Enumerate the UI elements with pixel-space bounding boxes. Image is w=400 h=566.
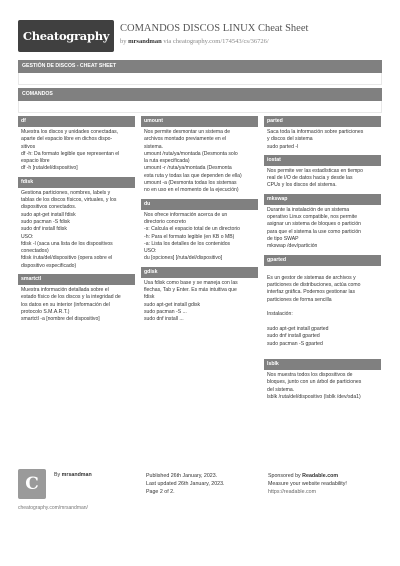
section-line: sistema. [144, 143, 163, 150]
section-line: Nos permite desmontar un sistema de [144, 129, 231, 135]
section-line: fdisk -l (saca una lista de los dispositivos [21, 240, 113, 247]
section-mkswap-box [264, 194, 381, 251]
footer-sponsor [268, 472, 347, 496]
section-fdisk-box [18, 177, 135, 270]
page-number: Page 2 of 2. [146, 489, 175, 495]
section-body [264, 370, 381, 401]
section-line: lsblk /ruta/del/dispositivo (lsblk /dev/sda1) [267, 394, 361, 401]
section-line: CPUs y los discos del sistema. [267, 182, 337, 189]
section-gparted-box [264, 255, 381, 356]
section-line: smartctl -a [nombre del dispositivo] [21, 316, 100, 323]
section-line: conectados) [21, 248, 49, 255]
section-line: Nos permite ver las estadísticas en tiempo [267, 167, 363, 174]
section-line: los datos en su interior (información del [21, 301, 110, 308]
section-line: -a: Lista los detalles de los contenidos [144, 240, 231, 247]
page-header [18, 20, 382, 54]
section-title: df [18, 116, 135, 127]
section-line: particiones de distribuciones, actúa como [267, 282, 361, 289]
section-line: Muestra los discos y unidades conectadas, [21, 129, 119, 135]
section-line: interfaz gráfica. Podemos gestionar las [267, 289, 356, 296]
section-line: tablas de los discos físicos, virtuales, y los [21, 197, 117, 204]
section-line: fdisk [144, 294, 155, 301]
section-line: esta ruta y todas las que dependen de ella) [144, 172, 242, 179]
updated-date: Last updated 26th January, 2023. [146, 481, 225, 487]
section-banner: COMANDOS [18, 88, 382, 101]
footer-author [54, 472, 92, 478]
avatar-letter: C [25, 474, 39, 494]
section-title: iostat [264, 155, 381, 166]
section-line: sudo apt-get install gparted [267, 325, 329, 332]
section-line: df -h: Da formato legible que representan el [21, 150, 120, 157]
section-line: Es un gestor de sistemas de archivos y [267, 274, 356, 281]
section-line: sudo dnf install fdisk [21, 226, 67, 233]
section-line [264, 268, 381, 275]
section-line: sudo apt-get install gdisk [144, 301, 201, 308]
sponsor-url[interactable]: https://readable.com [268, 489, 316, 495]
section-line: aparte del espacio libre en dichos dispo- [21, 136, 113, 143]
section-line: sudo dnf install gparted [267, 333, 320, 340]
section-line: du [opciones] [/ruta/del/dispositivo] [144, 255, 223, 262]
section-title: umount [141, 116, 258, 127]
section-line: sudo apt-get install fdisk [21, 211, 76, 218]
sponsor-prefix: Sponsored by [268, 473, 301, 479]
page-subtitle [120, 38, 269, 45]
section-line: flechas, Tab y Enter. Es más intuitiva que [144, 287, 237, 294]
section-lsblk-box [264, 359, 381, 401]
published-date: Published 26th January, 2023. [146, 473, 218, 479]
section-title: mkswap [264, 194, 381, 205]
section-body [264, 166, 381, 190]
section-line: mkswap /dev/partición [267, 243, 318, 250]
section-line: estado físico de los discos y la integridad de [21, 294, 121, 301]
section-line: umount -r /ruta/ya/montada (Desmonta [144, 165, 232, 172]
cheatography-logo[interactable] [18, 20, 114, 52]
section-line [264, 348, 381, 355]
section-line: sudo pacman -S fdisk [21, 218, 70, 225]
section-line: archivos montado previamente en el [144, 136, 227, 143]
section-body [18, 188, 135, 270]
section-line [264, 304, 381, 311]
section-line: USO: [144, 248, 157, 255]
section-line [264, 319, 381, 326]
section-line: protocolo S.M.A.R.T.) [21, 308, 70, 315]
column-left [18, 116, 135, 328]
section-du-box [141, 199, 258, 263]
section-line: sudo pacman -S gparted [267, 340, 323, 347]
section-line: Nos muestra todos los dispositivos de [267, 372, 353, 379]
section-line: -h: Para el formato legible (en KB o MB) [144, 233, 235, 240]
section-title: lsblk [264, 359, 381, 370]
author-url[interactable]: cheatography.com/mrsandman/ [18, 505, 88, 511]
section-body [18, 285, 135, 323]
section-line: Muestra información detallada sobre el [21, 287, 109, 294]
section-title: gparted [264, 255, 381, 266]
sponsor-text: Measure your website readability! [268, 481, 347, 487]
section-line: -s: Calcula el espacio total de un directorio [144, 226, 240, 233]
section-body [264, 127, 381, 151]
author-link[interactable]: mrsandman [128, 38, 162, 45]
page-footer [18, 465, 382, 515]
footer-dates [146, 472, 225, 496]
sheet-url[interactable]: cheatography.com/174543/cs/36726/ [172, 38, 269, 45]
section-line: la ruta especificada) [144, 158, 190, 165]
section-line: Durante la instalación de un sistema [267, 206, 350, 213]
section-line: particiones de forma sencilla [267, 296, 332, 303]
section-line: asignar un sistema de bloques o partición [267, 221, 362, 228]
section-line: sudo pacman -S ... [144, 308, 187, 315]
section-title: smartctl [18, 274, 135, 285]
section-line: sudo dnf install ... [144, 316, 184, 323]
section-line: de tipo SWAP [267, 235, 299, 242]
column-right [264, 116, 381, 405]
banner-spacer [18, 73, 382, 85]
section-line: directorio concreto [144, 218, 186, 225]
by-label: By [54, 472, 61, 478]
footer-author-link[interactable]: mrsandman [61, 472, 92, 478]
section-line: umount -a (Desmonta todas los sistemas [144, 180, 237, 187]
section-line: Gestiona particiones, nombres, labels y [21, 189, 111, 196]
by-label: by [120, 38, 127, 45]
section-line: Nos ofrece información acerca de un [144, 211, 228, 218]
section-line: sitivos [21, 143, 36, 150]
section-body [264, 205, 381, 251]
section-line: Instalación: [267, 311, 293, 318]
column-middle [141, 116, 258, 328]
section-line: bloques, junto con un árbol de particiones [267, 379, 362, 386]
section-line: para que el sistema la use como partición [267, 228, 362, 235]
page-title: COMANDOS DISCOS LINUX Cheat Sheet [120, 23, 309, 34]
section-body [141, 210, 258, 263]
section-spacer [18, 101, 382, 113]
section-df-box [18, 116, 135, 173]
section-line: operativo Linux compatible, nos permite [267, 214, 358, 221]
section-line: no en uso en el momento de la ejecución) [144, 187, 239, 194]
main-banner: GESTIÓN DE DISCOS - CHEAT SHEET [18, 60, 382, 73]
logo-text: Cheatography [22, 29, 110, 43]
section-iostat-box [264, 155, 381, 190]
section-line: USO: [21, 233, 34, 240]
section-line: dispositivo especificado) [21, 262, 77, 269]
section-title: gdisk [141, 267, 258, 278]
section-umount-box [141, 116, 258, 195]
section-line: y discos del sistema [267, 136, 313, 143]
sponsor-link[interactable]: Readable.com [302, 473, 339, 479]
section-line: espacio libre [21, 158, 50, 165]
section-parted-box [264, 116, 381, 151]
section-line: sudo parted -l [267, 143, 299, 150]
section-body [141, 278, 258, 324]
section-line: fdisk /ruta/del/dispositivo (opera sobre el [21, 255, 113, 262]
section-gdisk-box [141, 267, 258, 324]
section-smartctl-box [18, 274, 135, 323]
section-title: parted [264, 116, 381, 127]
section-title: du [141, 199, 258, 210]
section-body [264, 266, 381, 356]
via-label: via [163, 38, 172, 45]
section-body [18, 127, 135, 173]
section-line: umount /ruta/ya/montada (Desmonta solo [144, 150, 238, 157]
section-title: fdisk [18, 177, 135, 188]
section-line: Usa fdisk como base y se maneja con las [144, 279, 238, 286]
section-line: real de I/O de datos hacia y desde las [267, 175, 353, 182]
section-line: df -h [ruta/del/dispositivo] [21, 165, 78, 172]
author-avatar[interactable] [18, 469, 46, 499]
section-body [141, 127, 258, 195]
section-line: del sistema. [267, 386, 295, 393]
section-line: Saca toda la información sobre particiones [267, 129, 364, 135]
section-line: dispositivos conectados. [21, 204, 77, 211]
